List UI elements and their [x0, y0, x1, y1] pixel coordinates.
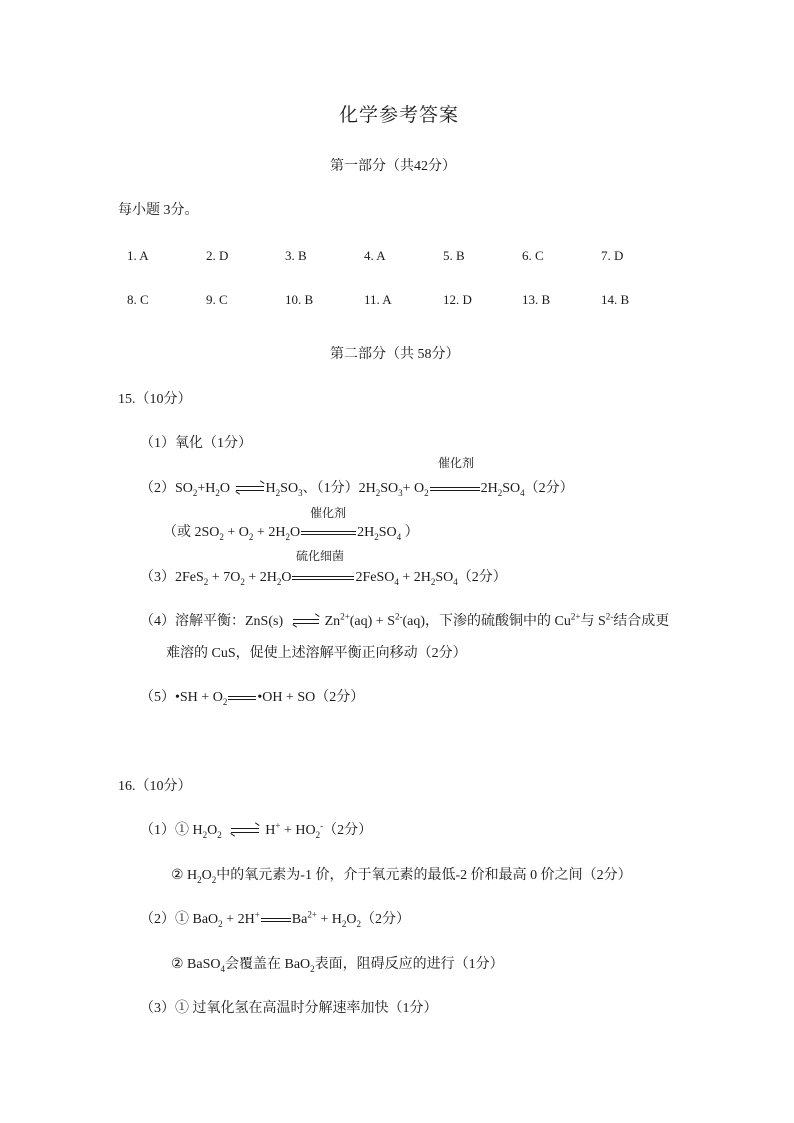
answer-item: 3. B [285, 248, 307, 263]
equals-arrow-icon [292, 575, 354, 581]
reversible-arrow-icon [231, 827, 259, 834]
answer-item: 4. A [364, 248, 386, 263]
answer-item: 1. A [127, 248, 149, 263]
answer-item: 13. B [522, 292, 551, 307]
catalyst-label: 催化剂 [310, 506, 347, 520]
answer-item: 6. C [522, 248, 544, 263]
answer-item: 7. D [601, 248, 624, 263]
equals-arrow-icon [430, 486, 480, 492]
catalyst-label: 催化剂 [438, 456, 475, 470]
answer-item: 12. D [443, 292, 472, 307]
reversible-arrow-icon [293, 618, 319, 625]
part1-heading: 第一部分（共42分） [330, 159, 456, 174]
answer-item: 5. B [443, 248, 465, 263]
q16-answer-3-1: （3）① 过氧化氢在高温时分解速率加快（1分） [140, 1001, 438, 1016]
answer-item: 9. C [206, 292, 228, 307]
part1-note: 每小题 3分。 [118, 203, 199, 218]
q15-answer-5: （5）•SH + $O_2$ •OH + SO（2分） [140, 690, 365, 707]
q16-answer-2-2: ② BaSO$_4$会覆盖在 BaO$_2$表面，阻碍反应的进行（1分） [171, 957, 504, 974]
answer-item: 14. B [601, 292, 630, 307]
answer-item: 11. A [364, 292, 392, 307]
q15-label: 15.（10分） [118, 392, 192, 407]
q16-label: 16.（10分） [118, 779, 192, 794]
q15-answer-1: （1）氧化（1分） [140, 436, 252, 451]
q16-answer-1-2: ② $H_2O_2$中的氧元素为-1 价，介于氧元素的最低-2 价和最高 0 价之间（2分） [171, 868, 632, 885]
equals-arrow-icon [261, 917, 291, 923]
answer-item: 10. B [285, 292, 314, 307]
q16-answer-2-1: （2）① BaO$_2$ + 2H+ $Ba^{2+} + H_2O_2(2$分） [140, 909, 411, 929]
answer-item: 2. D [206, 248, 229, 263]
answer-item: 8. C [127, 292, 149, 307]
bacteria-label: 硫化细菌 [296, 549, 345, 563]
q15-answer-2-alt: （或 $2SO_2 + O_2 + 2H_2O$ $2H_2SO_4$ ） [163, 525, 419, 542]
q15-answer-4-line2: 难溶的 CuS，促使上述溶解平衡正向移动（2分） [166, 646, 467, 661]
reversible-arrow-icon [236, 485, 264, 492]
equals-arrow-icon [228, 695, 256, 701]
equals-arrow-icon [301, 530, 356, 536]
q15-answer-2: $(2)SO_2+H_2O$ $H_2SO_3$、（1分）$2H_2SO_3+ O_2$ $2H_2SO_4(2$分） [140, 481, 574, 498]
page-title: 化学参考答案 [339, 105, 460, 126]
q15-answer-3: $(3)2FeS_2 + 7O_2 + 2H_2O$ 2FeSO$_4$ + $2H_2SO_4(2$分） [140, 570, 507, 587]
part2-heading: 第二部分（共 58分） [330, 347, 460, 362]
q16-answer-1-1: （1）① $H_2O_2$ $H^+ + HO_2^-(2$分） [140, 820, 373, 840]
q15-answer-4-line1: （4）溶解平衡：ZnS(s) $Zn^{2+}(aq) + S^{2-}(aq)$，下渗的硫酸铜中的 $Cu^{2+}$与 $S^{2-}$结合成更 [140, 611, 670, 629]
